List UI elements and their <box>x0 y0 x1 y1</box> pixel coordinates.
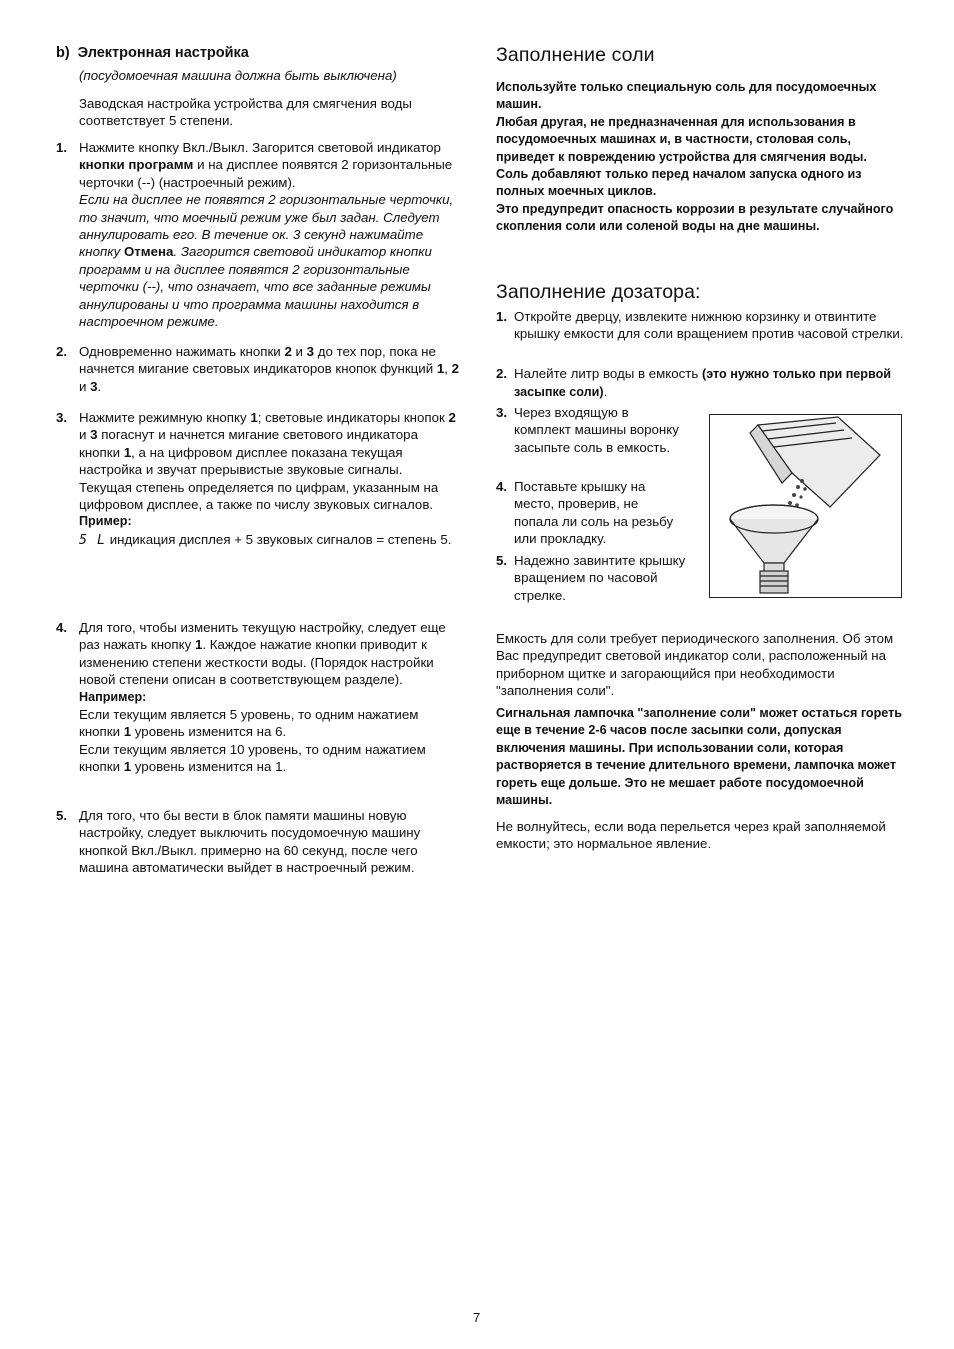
step-number: 2. <box>496 366 508 381</box>
step-number: 4. <box>496 479 508 494</box>
section-heading <box>56 45 249 62</box>
bold-text: 2 <box>448 410 456 425</box>
text: Если текущим является 10 уровень, то одним нажатием кнопки <box>79 741 426 775</box>
step-3 <box>56 409 462 549</box>
example-1 <box>79 706 462 741</box>
text: уровень изменится на 6. <box>131 724 287 740</box>
salt-section-title: Заполнение соли <box>496 44 655 66</box>
text: , <box>444 361 452 377</box>
step-number: 1. <box>496 309 508 324</box>
step-1-note <box>79 191 462 330</box>
section-subtitle: (посудомоечная машина должна быть выключена) <box>79 68 397 83</box>
refill-paragraph: Емкость для соли требует периодического заполнения. Об этом Вас предупредит световой индикатор соли, расположенный на приборном щитке и загорающийся при необходимости "заполнения соли". <box>496 631 894 699</box>
step-5-text: Для того, что бы вести в блок памяти машины новую настройку, следует выключить посудомоечную машину кнопкой Вкл./Выкл. примерно на 60 секунд, после чего машина автоматически выйдет в настроечный режим. <box>79 808 421 876</box>
text: Нажмите режимную кнопку <box>79 410 251 425</box>
text: Если на дисплее не появятся 2 горизонтальные черточки, то значит, что моечный режим уже был задан. Следует аннулировать его. В течение ок. 3 секунд нажимайте кнопку <box>79 192 454 260</box>
text: . Каждое нажатие кнопки приводит к изменению степени жесткости воды. (Порядок настройки новой степени описан в соответствующем разделе). <box>79 637 434 688</box>
salt-funnel-illustration <box>709 414 902 598</box>
step-4 <box>56 619 462 776</box>
text: Одновременно нажимать кнопки <box>79 344 285 359</box>
bold-text: 3 <box>306 344 315 359</box>
text: . <box>603 384 608 400</box>
fill-step-1 <box>496 308 906 343</box>
step-1 <box>56 139 462 330</box>
text: . Загорится световой индикатор кнопки программ и на дисплее появятся 2 горизонтальные черточки (--), что означает, что все заданные режимы аннулированы и что программа машины находится в настроечном режиме. <box>79 244 432 330</box>
bold-text: 1 <box>250 410 258 425</box>
bold-text: Отмена <box>123 244 174 260</box>
bold-text: 3 <box>90 378 98 394</box>
bold-text: (это нужно только при первой засыпке соли) <box>514 367 892 400</box>
step-number: 5. <box>496 553 508 568</box>
fill-step-2 <box>496 365 906 402</box>
step-5 <box>56 807 462 877</box>
text: Налейте литр воды в емкость <box>514 366 703 381</box>
step-number: 5. <box>56 808 68 823</box>
salt-package-icon <box>750 417 880 507</box>
step-2 <box>56 343 462 395</box>
bold-text: 1 <box>436 361 445 377</box>
step-text <box>514 365 906 402</box>
step-text: Через входящую в комплект машины воронку засыпьте соль в емкость. <box>514 405 679 455</box>
bold-text: 2 <box>451 361 460 377</box>
text: уровень изменится на 1. <box>131 759 287 775</box>
section-title: Электронная настройка <box>77 45 249 61</box>
salt-warning: Используйте только специальную соль для посудомоечных машин. Любая другая, не предназначенная для использования в посудомоечных машинах и, в частности, столовая соль, приведет к повреждению устройства для смягчения воды. Соль добавляют только перед началом запуска одного из полных моечных циклов. Это предупредит опасность коррозии в результате случайного скопления соли или соленой воды на дне машины. <box>496 80 894 234</box>
bold-text: 1 <box>123 759 132 775</box>
page-number: 7 <box>473 1310 481 1325</box>
text: и на дисплее появятся 2 горизонтальные черточки (--) (настроечный режим). <box>79 157 453 190</box>
bold-text: 1 <box>123 724 132 740</box>
step-text: Надежно завинтите крышку вращением по часовой стрелке. <box>514 553 686 603</box>
bold-text: 2 <box>284 344 292 359</box>
step-number: 3. <box>56 410 68 425</box>
fill-step-5 <box>496 552 686 604</box>
step-number: 3. <box>496 405 508 420</box>
intro-paragraph: Заводская настройка устройства для смягчения воды соответствует 5 степени. <box>79 96 412 129</box>
example-2 <box>79 741 462 776</box>
overflow-note: Не волнуйтесь, если вода перельется через край заполняемой емкости; это нормальное явление. <box>496 819 886 852</box>
salt-funnel-drawing <box>710 415 901 597</box>
text: . <box>97 378 102 394</box>
step-1-text <box>79 139 462 191</box>
example-label: Пример: <box>79 514 132 529</box>
text: индикация дисплея + 5 звуковых сигналов = степень 5. <box>106 531 452 547</box>
text: Для того, чтобы изменить текущую настройку, следует еще раз нажать кнопку <box>79 620 446 653</box>
step-text: Откройте дверцу, извлеките нижнюю корзинку и отвинтите крышку емкости для соли вращением против часовой стрелки. <box>514 309 904 342</box>
text: Нажмите кнопку Вкл./Выкл. Загорится световой индикатор <box>79 140 441 155</box>
text: и <box>79 378 91 394</box>
step-text: Поставьте крышку на место, проверив, не попала ли соль на резьбу или прокладку. <box>514 479 674 547</box>
bold-text: 3 <box>90 427 98 443</box>
dispenser-section-title: Заполнение дозатора: <box>496 281 701 303</box>
funnel-icon <box>730 505 818 573</box>
fill-step-4 <box>496 478 686 548</box>
step-4-text <box>79 619 462 689</box>
text: погаснут и начнется мигание светового индикатора кнопки <box>79 427 418 460</box>
step-number: 4. <box>56 620 68 635</box>
section-letter: b) <box>56 45 70 61</box>
bold-text: 1 <box>123 444 132 460</box>
text: и <box>79 427 91 443</box>
lcd-display-value: 5 L <box>79 532 107 548</box>
text: до тех пор, пока не начнется мигание световых индикаторов кнопок функций <box>79 344 437 377</box>
text: , а на цифровом дисплее показана текущая настройка и звучат прерывистые звуковые сигналы. <box>79 444 403 478</box>
step-3-degree-note: Текущая степень определяется по цифрам, указанным на цифровом дисплее, а также по числу звуковых сигналов. <box>79 479 439 513</box>
bold-text: кнопки программ <box>79 157 194 173</box>
text: и <box>291 344 307 359</box>
example-label: Например: <box>79 689 147 704</box>
fill-step-3 <box>496 404 686 456</box>
step-number: 1. <box>56 140 68 155</box>
salt-container-icon <box>760 571 788 593</box>
text: ; световые индикаторы кнопок <box>257 410 449 425</box>
bold-text: 1 <box>194 637 203 653</box>
step-2-text <box>79 343 462 395</box>
lamp-warning: Сигнальная лампочка "заполнение соли" может остаться гореть еще в течение 2-6 часов после засыпки соли, допуская включения машины. При использовании соли, которая растворяется в течение длительного времени, лампочка может гореть еще дольше. Это не мешает работе посудомоечной машины. <box>496 706 903 808</box>
step-number: 2. <box>56 344 68 359</box>
step-3-text <box>79 409 462 479</box>
example-line <box>79 531 462 549</box>
text: Если текущим является 5 уровень, то одним нажатием кнопки <box>79 707 419 740</box>
